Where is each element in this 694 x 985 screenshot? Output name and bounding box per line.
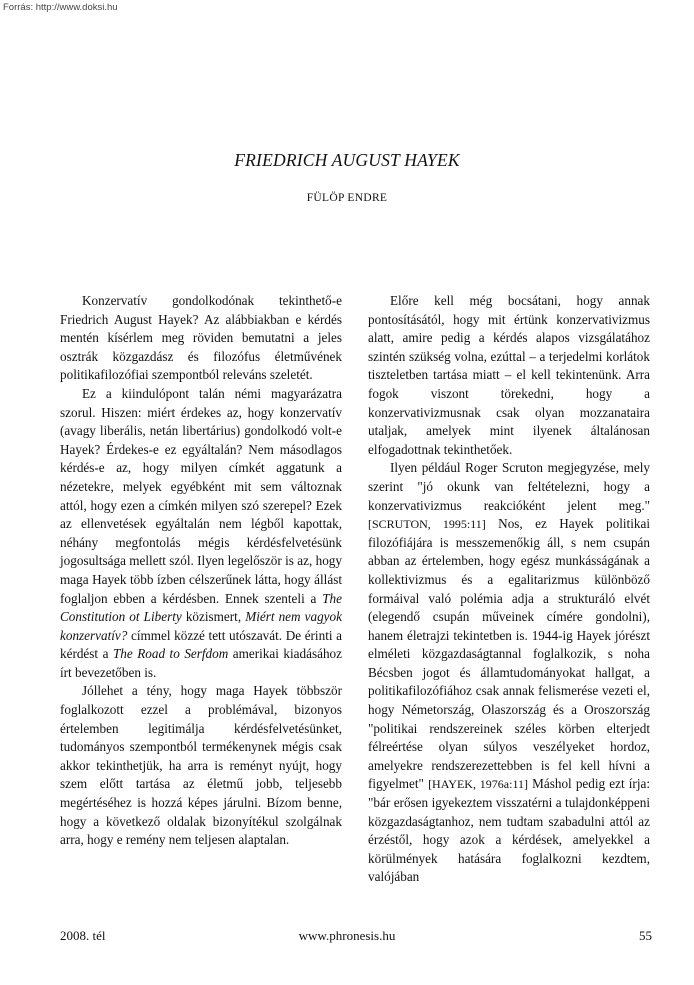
paragraph-text: Jóllehet a tény, hogy maga Hayek többször foglalkozott ezzel a problémával, bizonyos értelemben legitimálja kérdésfelvetésünket, tudományos szempontból termékenynek mégis csak akkor tekinthetjük, ha arra is reményt nyújt, hogy szem előtt tartása az életmű jobb, teljesebb megértéséhez is hozzá képes járulni. Bízom benne, hogy a következő oldalak bizonyítékul szolgálnak arra, hogy e remény nem teljesen alaptalan. <box>60 683 342 848</box>
paragraph-text: Ilyen például Roger Scruton megjegyzése, mely szerint "jó okunk van feltételezni, hogy a konzervativizmus reakcióként jelent meg." <box>368 460 650 513</box>
article-author: FÜLÖP ENDRE <box>306 192 388 204</box>
footer-issue: 2008. tél <box>60 928 106 943</box>
page-number: 55 <box>639 928 652 943</box>
right-column <box>368 292 650 887</box>
article-title: FRIEDRICH AUGUST HAYEK <box>234 150 460 170</box>
paragraph <box>60 385 342 683</box>
paragraph <box>60 682 342 849</box>
paragraph-text: Konzervatív gondolkodónak tekinthető-e Friedrich August Hayek? Az alábbiakban e kérdés mentén kísérlem meg röviden bemutatni a jeles osztrák közgazdász és filozófus életművének politikafilozófiai szempontból releváns szeletét. <box>60 293 342 383</box>
paragraph-text: Előre kell még bocsátani, hogy annak pontosításától, hogy mit értünk konzervativizmus alatt, amire pedig a kérdés alapos vizsgálatához szintén szükség volna, ezúttal – a terjedelmi korlátok tiszteletben tartása miatt – el kell tekintenünk. Arra fogok viszont törekedni, hogy a konzervativizmusnak csak olyan mozzanataira utaljak, amelyek mint ilyenek általánosan elfogadottnak tekinthetőek. <box>368 293 650 457</box>
paragraph-text: amerikai kiadásához írt bevezetőben is. <box>60 646 342 680</box>
paragraph-text: címmel közzé tett utószavát. De érinti a kérdést a <box>60 627 342 662</box>
paragraph-text: Ez a kiindulópont talán némi magyarázatra szorul. Hiszen: miért érdekes az, hogy konzervatív (avagy liberális, netán libertárius) gondolkodó volt-e Hayek? Érdekes-e ez egyáltalán? Nem másodlagos kérdés-e az, hogy milyen címkét aggatunk a nézetekre, melyek egyébként mit sem változnak attól, hogy ezen a címkén milyen szó szerepel? Ezek az ellenvetések egyáltalán nem légből kapottak, néhány megfontolás mégis kérdésfelvetésünk jogosultsága mellett szól. Ilyen legelőször is az, hogy maga Hayek több ízben célszerűnek látta, hogy állást foglaljon ebben a kérdésben. Ennek szenteli a <box>60 385 342 606</box>
paragraph-text: Nos, ez Hayek politikai filozófiájára is messzemenőkig áll, s nem csupán abban az értelemben, hogy egész munkásságának a kollektivizmus és a egalitarizmus különböző formáival való polémia adja a strukturáló elvét (elegendő csupán műveinek címére gondolni), hanem életrajzi tekintetben is. 1944-ig Hayek jórészt elméleti közgazdaságtannal foglalkozik, s noha Bécsben jogot és államtudományokat hallgat, a politikafilozófiához csak annak felismerése vezeti el, hogy Németország, Olaszország és a Oroszország "politikai rendszereinek széles körben elterjedt félreértése olyan súlyos veszélyeket hordoz, amelyekre rendszerezettebben is fel kell hívni a figyelmet" <box>368 516 650 792</box>
book-title: The Road to Serfdom <box>112 646 229 662</box>
source-note: Forrás: http://www.doksi.hu <box>3 2 118 13</box>
citation: [HAYEK, 1976a:11] <box>428 777 528 792</box>
book-title: The Constitution ot Liberty <box>60 590 342 625</box>
citation: [SCRUTON, 1995:11] <box>368 517 486 532</box>
paragraph <box>368 459 650 887</box>
book-title: Miért nem vagyok konzervatív? <box>60 609 342 643</box>
paragraph <box>368 292 650 459</box>
paragraph-text: Máshol pedig ezt írja: "bár erősen igyekeztem visszatérni a tulajdonképpeni közgazdaságtanhoz, nem tudtam szabadulni attól az érzéstől, hogy azok a kérdések, amelyekkel a körülmények hatására foglalkozni kezdtem, valójában <box>368 776 650 885</box>
left-column <box>60 292 342 850</box>
paragraph-text: közismert, <box>181 609 246 625</box>
paragraph <box>60 292 342 385</box>
footer-website: www.phronesis.hu <box>298 928 396 943</box>
